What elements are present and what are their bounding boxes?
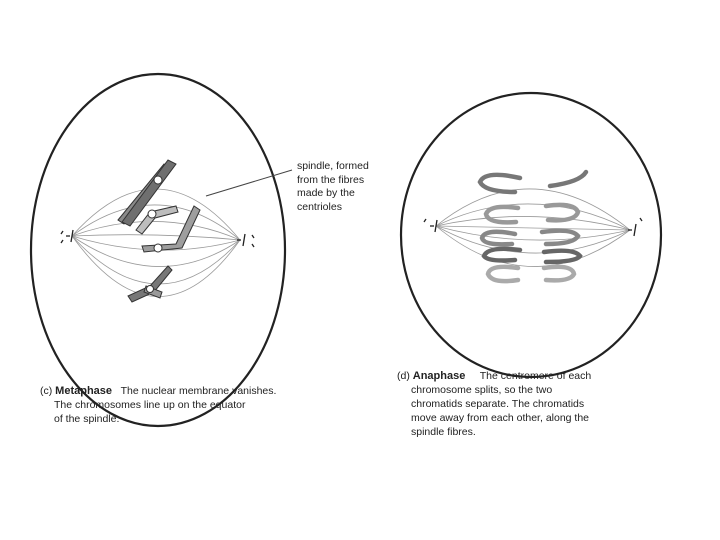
- anaphase-line-5: spindle fibres.: [411, 426, 476, 438]
- anaphase-centriole-right: [628, 218, 642, 236]
- anaphase-centriole-left: [424, 219, 437, 232]
- anaphase-caption: [397, 369, 591, 439]
- metaphase-centriole-left: [61, 230, 73, 243]
- metaphase-line-1: The nuclear membrane vanishes.: [120, 385, 277, 397]
- anaphase-line-4: move away from each other, along the: [411, 412, 590, 424]
- anaphase-line-2: chromosome splits, so the two: [411, 384, 553, 396]
- anaphase-title: Anaphase: [412, 370, 466, 382]
- metaphase-caption: [40, 384, 276, 426]
- anaphase-line-3: chromatids separate. The chromatids: [411, 398, 585, 410]
- metaphase-centriole-right: [237, 234, 254, 247]
- anaphase-chromatids-right: [542, 172, 586, 280]
- metaphase-line-2: The chromosomes line up on the equator: [54, 399, 246, 411]
- metaphase-cell: [31, 74, 292, 426]
- metaphase-label: (c): [40, 385, 53, 397]
- spindle-note-line-3: made by the: [297, 187, 355, 199]
- spindle-note-line-2: from the fibres: [297, 173, 365, 186]
- metaphase-title: Metaphase: [55, 385, 113, 397]
- anaphase-cell: [401, 93, 661, 377]
- spindle-note-line-1: spindle, formed: [297, 160, 369, 172]
- metaphase-line-3: of the spindle.: [54, 413, 120, 425]
- anaphase-spindle-fibres: [436, 189, 630, 267]
- spindle-pointer-line: [206, 170, 292, 196]
- anaphase-line-1: The centromere of each: [479, 370, 592, 382]
- spindle-annotation: [297, 160, 369, 214]
- anaphase-label: (d): [397, 370, 410, 382]
- anaphase-cell-membrane: [401, 93, 661, 377]
- spindle-note-line-4: centrioles: [297, 200, 342, 213]
